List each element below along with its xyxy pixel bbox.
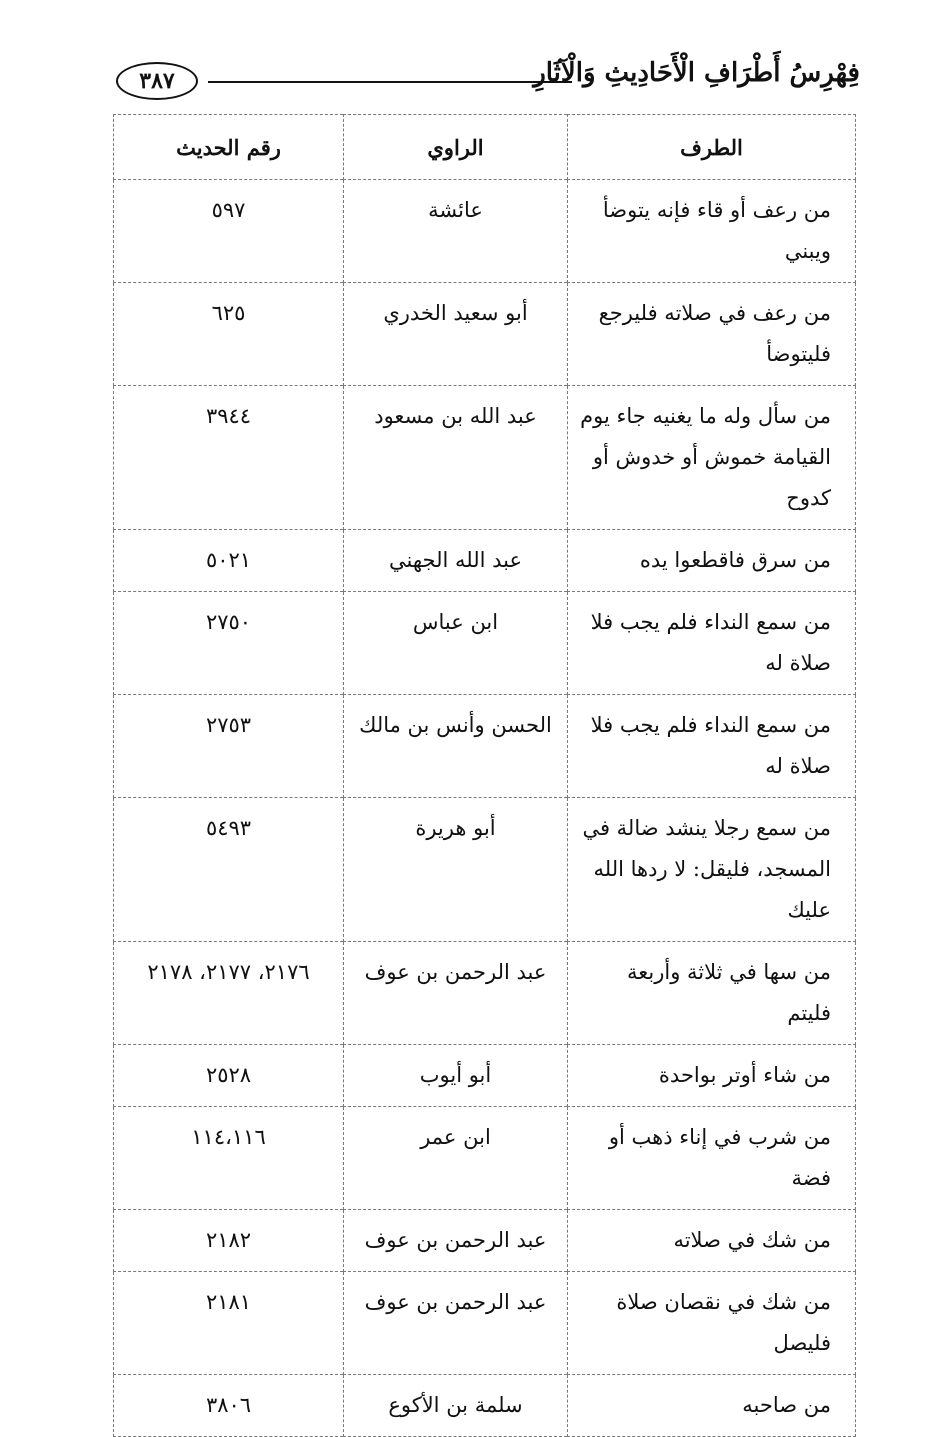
table-row [114,1045,856,1107]
cell-rawi: أبو سعيد الخدري [344,283,568,386]
cell-rawi: عبد الرحمن بن عوف [344,942,568,1045]
page-header [112,56,860,108]
cell-taraf: من رعف أو قاء فإنه يتوضأ ويبني [568,180,856,283]
cell-rawi: عبد الرحمن بن عوف [344,1210,568,1272]
page-title: فِهْرِسُ أَطْرَافِ الْأَحَادِيثِ وَالْآثَارِ [533,58,860,88]
cell-raqam: ٥٠٢١ [114,530,344,592]
page-number: ٣٨٧ [116,62,198,100]
cell-raqam: ٦٢٥ [114,283,344,386]
header-rule [208,81,572,83]
column-header-taraf: الطرف [568,115,856,180]
cell-raqam: ٣٨٠٦ [114,1375,344,1437]
table-row [114,1272,856,1375]
cell-taraf: من رعف في صلاته فليرجع فليتوضأ [568,283,856,386]
cell-taraf: من سمع رجلا ينشد ضالة في المسجد، فليقل: لا ردها الله عليك [568,798,856,942]
cell-rawi: ابن عمر [344,1107,568,1210]
cell-taraf: من شك في صلاته [568,1210,856,1272]
table-row [114,1210,856,1272]
cell-raqam: ٢١٨١ [114,1272,344,1375]
table-row [114,180,856,283]
table-row [114,798,856,942]
cell-rawi: أبو هريرة [344,798,568,942]
cell-raqam: ٢٧٥٠ [114,592,344,695]
cell-rawi: الحسن وأنس بن مالك [344,695,568,798]
cell-taraf: من سأل وله ما يغنيه جاء يوم القيامة خموش أو خدوش أو كدوح [568,386,856,530]
table-row [114,942,856,1045]
cell-taraf: من سمع النداء فلم يجب فلا صلاة له [568,695,856,798]
cell-raqam: ٢٥٢٨ [114,1045,344,1107]
cell-taraf: من سمع النداء فلم يجب فلا صلاة له [568,592,856,695]
table-row [114,530,856,592]
table-header-row [114,115,856,180]
cell-taraf: من شاء أوتر بواحدة [568,1045,856,1107]
table-row [114,386,856,530]
cell-taraf: من شك في نقصان صلاة فليصل [568,1272,856,1375]
table-row [114,1107,856,1210]
table-row [114,592,856,695]
column-header-raqam: رقم الحديث [114,115,344,180]
cell-rawi: عبد الرحمن بن عوف [344,1272,568,1375]
table-row [114,283,856,386]
hadith-index-table [113,114,856,1437]
cell-rawi: عبد الله الجهني [344,530,568,592]
column-header-rawi: الراوي [344,115,568,180]
cell-raqam: ٢١٨٢ [114,1210,344,1272]
cell-rawi: أبو أيوب [344,1045,568,1107]
cell-taraf: من شرب في إناء ذهب أو فضة [568,1107,856,1210]
cell-raqam: ٢٧٥٣ [114,695,344,798]
table-row [114,695,856,798]
cell-taraf: من سرق فاقطعوا يده [568,530,856,592]
cell-rawi: عائشة [344,180,568,283]
cell-raqam: ٣٩٤٤ [114,386,344,530]
cell-raqam: ٢١٧٦، ٢١٧٧، ٢١٧٨ [114,942,344,1045]
cell-taraf: من سها في ثلاثة وأربعة فليتم [568,942,856,1045]
cell-taraf: من صاحبه [568,1375,856,1437]
cell-rawi: ابن عباس [344,592,568,695]
cell-raqam: ٥٩٧ [114,180,344,283]
cell-raqam: ١١٤،١١٦ [114,1107,344,1210]
cell-rawi: عبد الله بن مسعود [344,386,568,530]
table-row [114,1375,856,1437]
cell-rawi: سلمة بن الأكوع [344,1375,568,1437]
cell-raqam: ٥٤٩٣ [114,798,344,942]
